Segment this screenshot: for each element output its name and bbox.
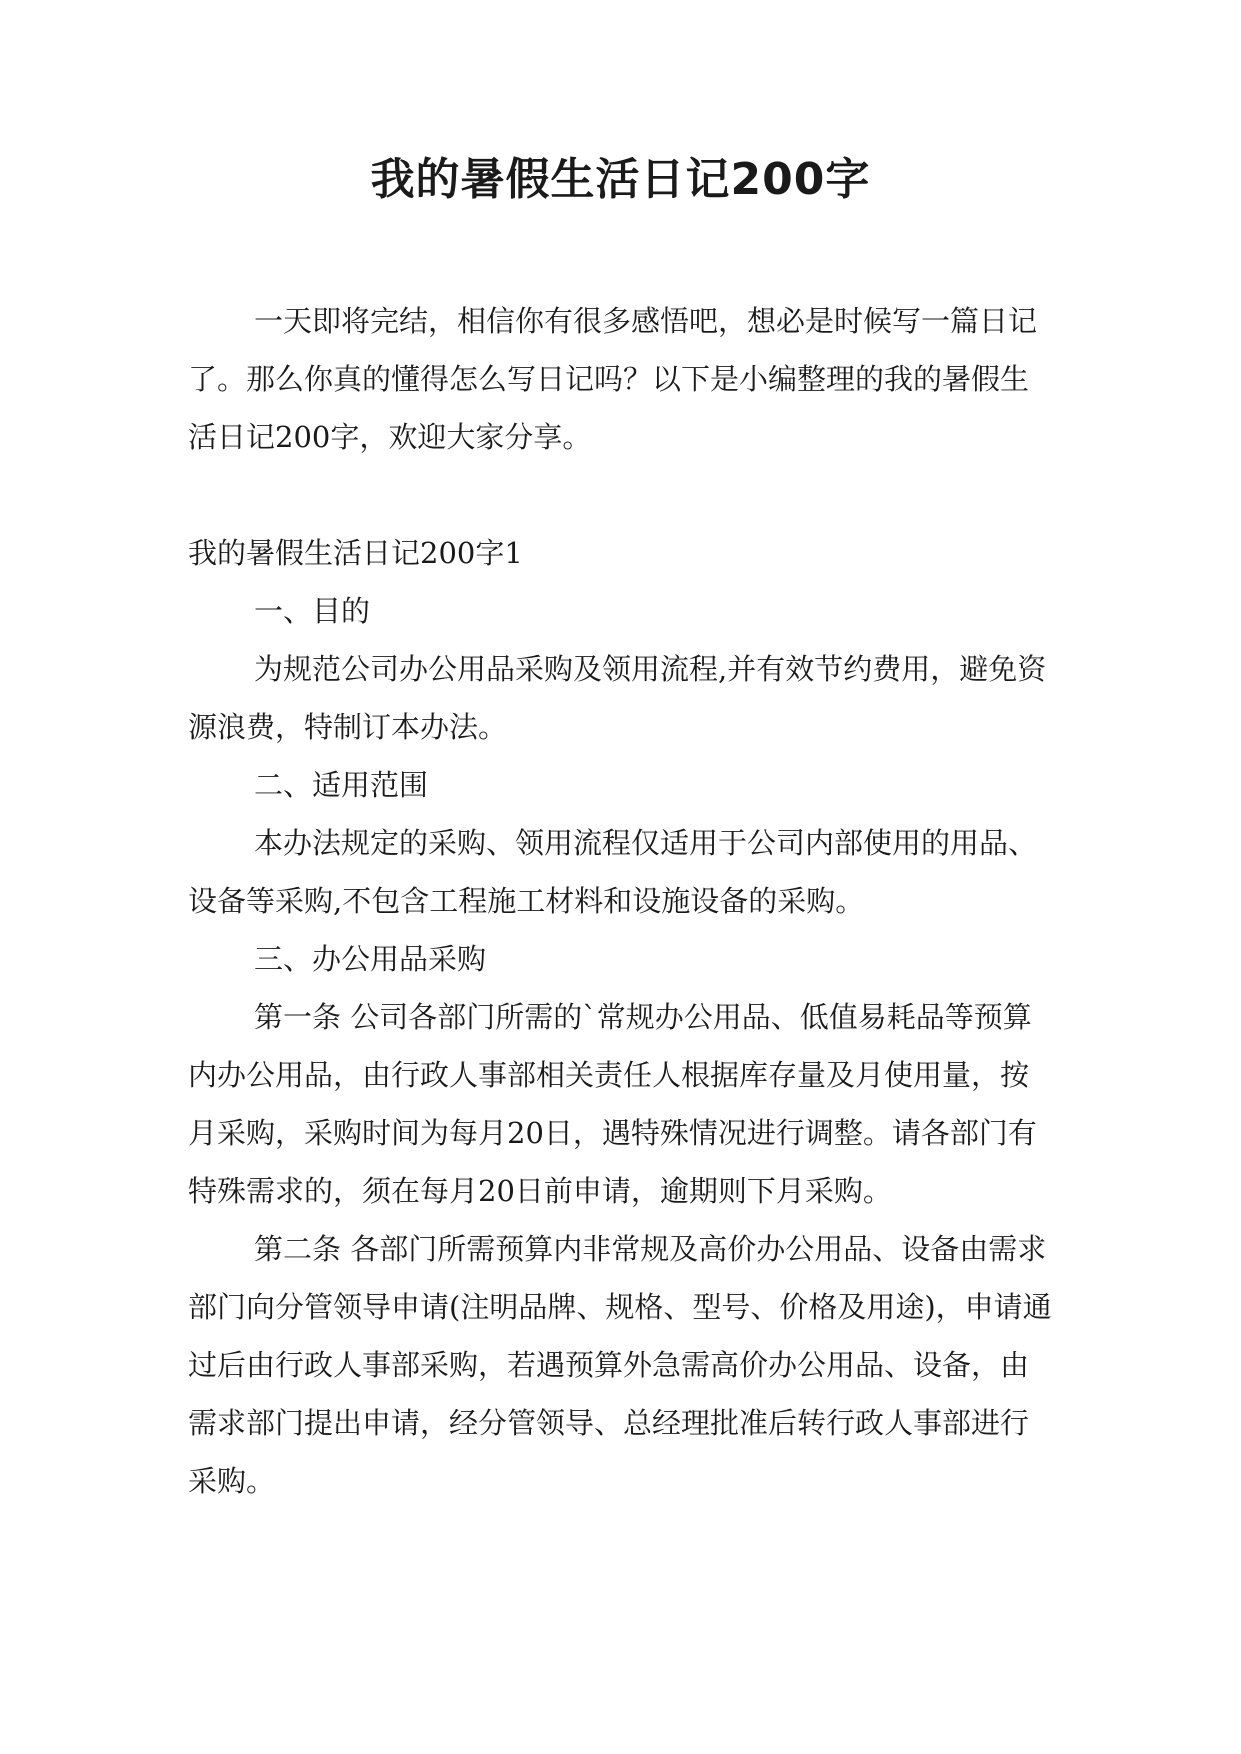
paragraph-scope: 本办法规定的采购、领用流程仅适用于公司内部使用的用品、设备等采购,不包含工程施工材料和设施设备的采购。 bbox=[188, 826, 1038, 918]
paragraph-article-1: 第一条 公司各部门所需的`常规办公用品、低值易耗品等预算内办公用品，由行政人事部相关责任人根据库存量及月使用量，按月采购，采购时间为每月20日，遇特殊情况进行调整。请各部门有特殊需求的，须在每月20日前申请，逾期则下月采购。 bbox=[188, 1000, 1037, 1208]
intro-paragraph: 一天即将完结，相信你有很多感悟吧，想必是时候写一篇日记了。那么你真的懂得怎么写日记吗？以下是小编整理的我的暑假生活日记200字，欢迎大家分享。 bbox=[188, 304, 1038, 454]
heading-procurement: 三、办公用品采购 bbox=[254, 942, 487, 976]
document-title: 我的暑假生活日记200字 bbox=[370, 154, 871, 205]
section-heading: 我的暑假生活日记200字1 bbox=[188, 536, 523, 570]
document-body bbox=[188, 292, 1054, 1510]
paragraph-article-2: 第二条 各部门所需预算内非常规及高价办公用品、设备由需求部门向分管领导申请(注明品牌、规格、型号、价格及用途)，申请通过后由行政人事部采购，若遇预算外急需高价办公用品、设备，由需求部门提出申请，经分管领导、总经理批准后转行政人事部进行采购。 bbox=[188, 1232, 1052, 1498]
paragraph-purpose: 为规范公司办公用品采购及领用流程,并有效节约费用，避免资源浪费，特制订本办法。 bbox=[188, 652, 1047, 744]
heading-purpose: 一、目的 bbox=[254, 594, 371, 628]
heading-scope: 二、适用范围 bbox=[254, 768, 429, 802]
spacer bbox=[188, 466, 1054, 524]
